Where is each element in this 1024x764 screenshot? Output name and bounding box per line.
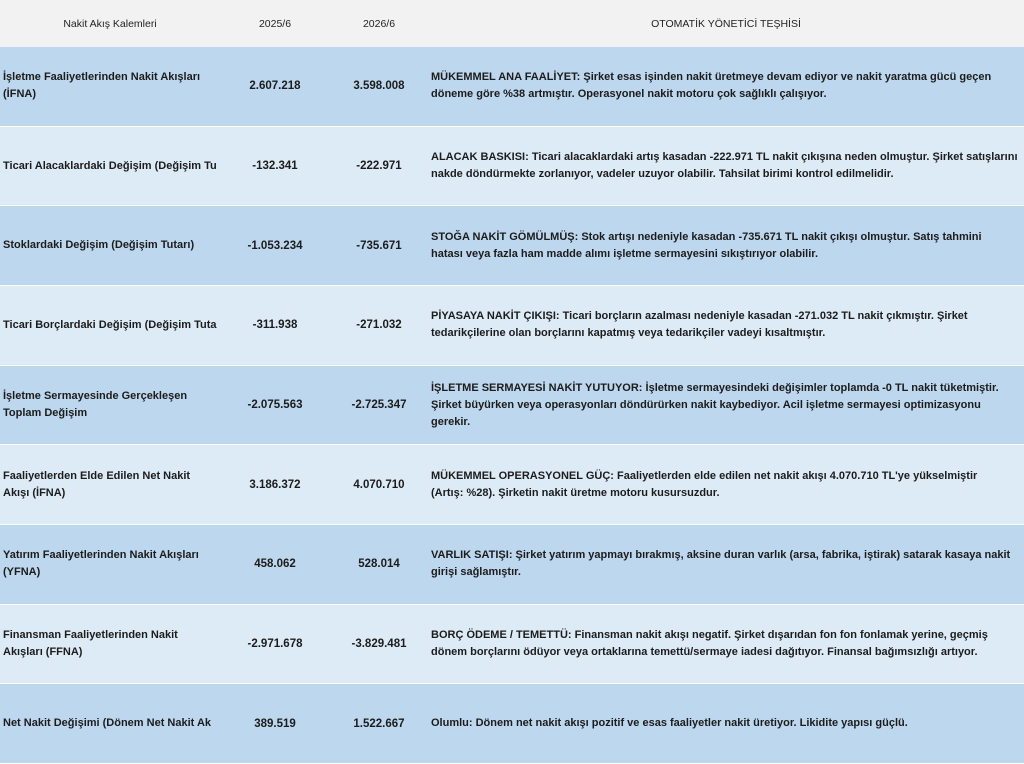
diagnosis-line: gerekir. [431,415,471,428]
diagnosis-cell[interactable] [428,525,1024,604]
diagnosis-line: ALACAK BASKISI: Ticari alacaklardaki artış kasadan -222.971 TL nakit çıkışına neden olmuştur. Şirket satışlarını [431,151,1018,163]
diagnosis-cell[interactable] [428,445,1024,524]
diagnosis-line: VARLIK SATIŞI: Şirket yatırım yapmayı bırakmış, aksine duran varlık (arsa, fabrika, iştirak) satarak kasaya nakit [431,549,1011,562]
value-2025-cell[interactable]: 2.607.218 [249,80,301,93]
header-auto-diagnosis[interactable]: OTOMATİK YÖNETİCİ TEŞHİSİ [651,17,801,30]
header-row [0,0,1024,47]
row-label-line: Stoklardaki Değişim (Değişim Tutarı) [3,239,195,252]
diagnosis-line: MÜKEMMEL ANA FAALİYET: Şirket esas işinden nakit üretmeye devam ediyor ve nakit yaratma gücü geçen [431,71,992,84]
row-label-line: İşletme Sermayesinde Gerçekleşen [3,390,188,403]
value-2026-cell[interactable]: -3.829.481 [351,638,407,651]
diagnosis-line: dönem borçlarını ödüyor veya ortaklarına temettü/sermaye iadesi dağıtıyor. Finansal bağımsızlığı artıyor. [431,646,978,659]
row-label-line: (YFNA) [3,566,41,579]
diagnosis-line: STOĞA NAKİT GÖMÜLMÜŞ: Stok artışı nedeniyle kasadan -735.671 TL nakit çıkışı olmuştur. Satış tahmini [431,230,982,243]
value-2025-cell[interactable]: -2.971.678 [247,638,303,651]
row-label-cell[interactable] [0,206,220,285]
row-label-line: Toplam Değişim [3,407,88,420]
header-period-2026[interactable]: 2026/6 [362,17,396,30]
header-cash-flow-items[interactable]: Nakit Akış Kalemleri [63,17,157,30]
diagnosis-line: Olumlu: Dönem net nakit akışı pozitif ve esas faaliyetler nakit üretiyor. Likidite yapısı güçlü. [431,717,908,730]
value-2025-cell[interactable]: -132.341 [252,160,298,172]
diagnosis-line: İŞLETME SERMAYESİ NAKİT YUTUYOR: İşletme sermayesindeki değişimler toplamda -0 TL nakit tüketmiştir. [431,381,999,394]
diagnosis-cell[interactable] [428,127,1024,206]
header-period-2025[interactable]: 2025/6 [258,17,292,30]
row-label-cell[interactable] [0,127,220,206]
row-label-cell[interactable] [0,525,220,604]
value-2026-cell[interactable]: 3.598.008 [353,80,405,93]
diagnosis-cell[interactable] [428,47,1024,126]
value-2025-cell[interactable]: -311.938 [252,319,298,332]
diagnosis-cell[interactable] [428,684,1024,763]
diagnosis-line: girişi sağlamıştır. [431,566,521,579]
diagnosis-line: Şirket büyürken veya operasyonları döndürürken nakit kaybediyor. Acil işletme sermayesi optimizasyonu [431,398,981,411]
row-label-line: Net Nakit Değişimi (Dönem Net Nakit Ak [3,717,212,730]
value-2025-cell[interactable]: 389.519 [254,717,296,730]
diagnosis-line: MÜKEMMEL OPERASYONEL GÜÇ: Faaliyetlerden elde edilen net nakit akışı 4.070.710 TL'ye yükselmiştir [431,469,978,482]
row-label-line: Akışları (FFNA) [3,646,83,659]
row-label-line: Ticari Alacaklardaki Değişim (Değişim Tu [3,159,217,172]
diagnosis-line: nakde döndürmekte zorlanıyor, vadeler uzuyor olabilir. Tahsilat birimi kontrol edilmelidir. [431,168,894,180]
row-label-line: Yatırım Faaliyetlerinden Nakit Akışları [3,549,199,562]
value-2026-cell[interactable]: 528.014 [358,558,400,571]
value-2026-cell[interactable]: -735.671 [356,239,402,252]
table-row [0,47,1024,127]
row-label-cell[interactable] [0,286,220,365]
value-2026-cell[interactable]: 4.070.710 [353,478,405,491]
table-row [0,206,1024,286]
table-row [0,127,1024,207]
row-label-cell[interactable] [0,684,220,763]
row-label-line: Ticari Borçlardaki Değişim (Değişim Tuta [3,318,217,331]
row-label-cell[interactable] [0,47,220,126]
table-row [0,286,1024,366]
diagnosis-line: hatası veya fazla ham madde alımı işletme sermayesini sıkıştırıyor olabilir. [431,247,819,260]
row-label-line: Faaliyetlerden Elde Edilen Net Nakit [3,469,191,482]
row-label-line: Akışı (İFNA) [3,486,66,499]
value-2025-cell[interactable]: 3.186.372 [249,478,301,491]
value-2025-cell[interactable]: 458.062 [254,558,296,571]
value-2025-cell[interactable]: -2.075.563 [247,399,303,412]
diagnosis-cell[interactable] [428,366,1024,445]
row-label-line: (İFNA) [3,88,36,101]
row-label-cell[interactable] [0,445,220,524]
diagnosis-line: (Artış: %28). Şirketin nakit üretme motoru kusursuzdur. [431,486,720,499]
diagnosis-cell[interactable] [428,206,1024,285]
row-label-cell[interactable] [0,366,220,445]
table-row [0,684,1024,764]
diagnosis-cell[interactable] [428,286,1024,365]
diagnosis-cell[interactable] [428,605,1024,684]
row-label-line: İşletme Faaliyetlerinden Nakit Akışları [3,71,201,84]
value-2026-cell[interactable]: -2.725.347 [351,399,407,412]
table-row [0,605,1024,685]
diagnosis-line: döneme göre %38 artmıştır. Operasyonel nakit motoru çok sağlıklı çalışıyor. [431,88,827,101]
table-row [0,445,1024,525]
value-2025-cell[interactable]: -1.053.234 [247,239,303,252]
row-label-cell[interactable] [0,605,220,684]
diagnosis-line: tedarikçilerine olan borçlarını kapatmış veya tedarikçiler vadeyi kısaltmıştır. [431,327,826,340]
value-2026-cell[interactable]: -271.032 [356,319,402,332]
table-row [0,525,1024,605]
value-2026-cell[interactable]: 1.522.667 [353,717,405,730]
diagnosis-line: BORÇ ÖDEME / TEMETTÜ: Finansman nakit akışı negatif. Şirket dışarıdan fon fon fonlamak yerine, geçmiş [431,629,988,642]
row-label-line: Finansman Faaliyetlerinden Nakit [3,629,178,642]
value-2026-cell[interactable]: -222.971 [356,160,402,172]
diagnosis-line: PİYASAYA NAKİT ÇIKIŞI: Ticari borçların azalması nedeniyle kasadan -271.032 TL nakit çıkmıştır. Şirket [431,310,968,323]
table-row [0,366,1024,446]
